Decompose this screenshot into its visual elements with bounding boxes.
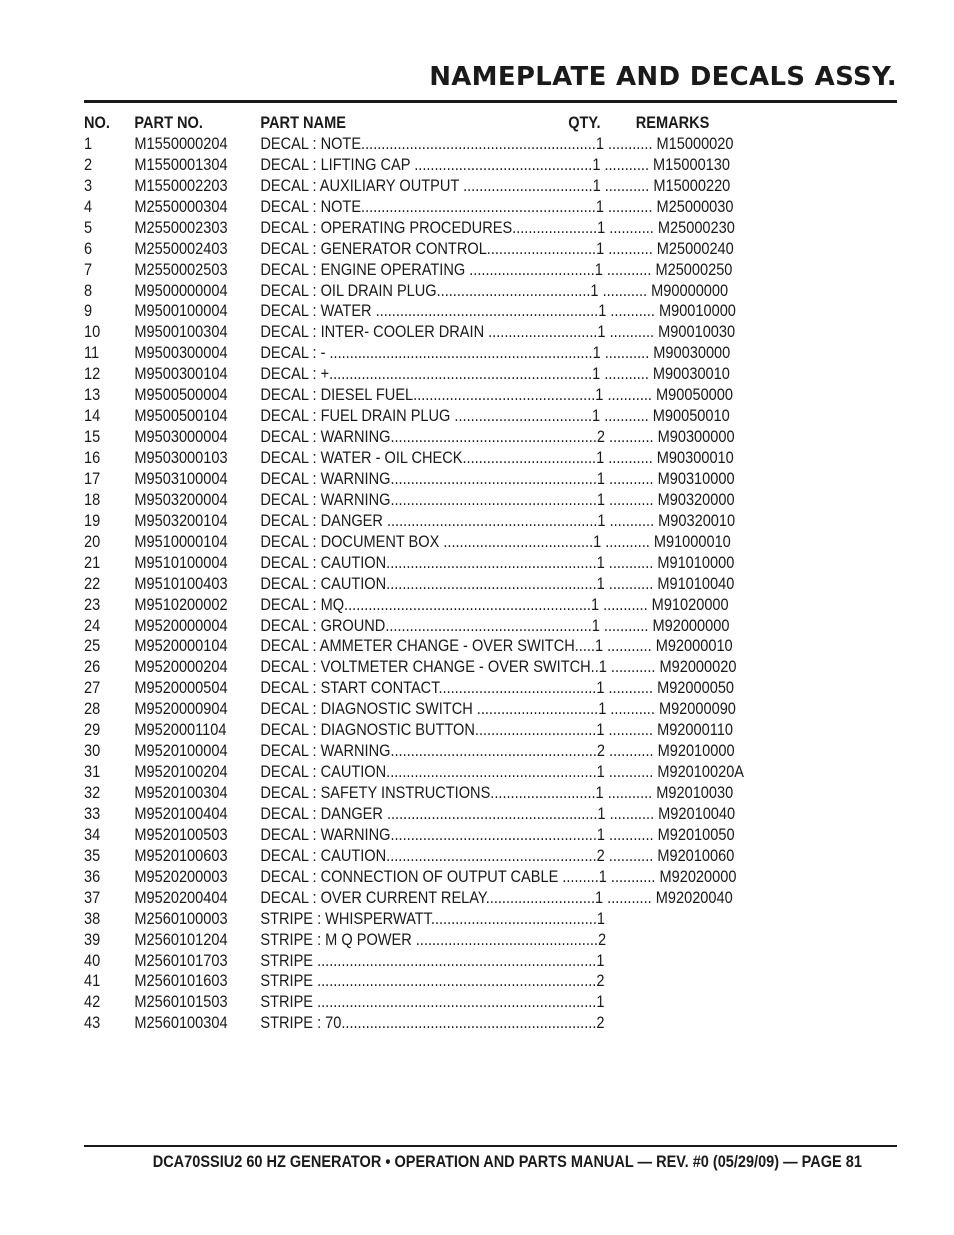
row-number: 42	[84, 993, 101, 1012]
part-number: M9503000004	[134, 428, 228, 447]
part-number: M2550002403	[134, 239, 228, 258]
table-row	[84, 301, 736, 322]
header-part-name: PART NAME	[260, 114, 346, 132]
row-number: 23	[84, 595, 101, 614]
row-number: 19	[84, 511, 101, 530]
row-number: 38	[84, 909, 101, 928]
row-number: 18	[84, 490, 101, 509]
part-number: M9503000103	[134, 449, 228, 467]
part-number: M9520001104	[134, 721, 227, 740]
part-description-line: DECAL : DANGER ....................................................1 ........... M90320010	[260, 511, 736, 530]
table-row	[84, 322, 736, 343]
row-number: 5	[84, 218, 93, 237]
table-row	[84, 1013, 732, 1034]
part-description-line: DECAL : VOLTMETER CHANGE - OVER SWITCH..1 ........... M92000020	[260, 658, 737, 677]
part-number: M9500500104	[134, 407, 228, 426]
row-number: 13	[84, 386, 101, 405]
title-divider	[84, 100, 897, 103]
table-row	[84, 239, 732, 260]
table-row	[84, 888, 732, 909]
part-number: M9510100004	[134, 553, 228, 572]
part-description-line: DECAL : DIAGNOSTIC SWITCH ..............................1 ........... M92000090	[260, 700, 736, 719]
part-description-line: DECAL : GROUND...................................................1 ........... M92000000	[260, 616, 730, 635]
table-row	[84, 469, 735, 490]
page-footer: DCA70SSIU2 60 HZ GENERATOR • OPERATION AND PARTS MANUAL — REV. #0 (05/29/09) — PAGE 81	[152, 1153, 862, 1171]
part-description-line: DECAL : CONNECTION OF OUTPUT CABLE .........1 ........... M92020000	[260, 867, 737, 886]
table-body	[84, 134, 804, 1034]
row-number: 11	[84, 344, 100, 363]
part-description-line: DECAL : DANGER ....................................................1 ........... M92010040	[260, 804, 736, 823]
part-number: M9500100004	[134, 302, 228, 321]
table-row	[84, 574, 735, 595]
row-number: 16	[84, 449, 101, 467]
table-row	[84, 595, 732, 616]
table-row	[84, 867, 737, 888]
part-description-line: DECAL : NOTE..........................................................1 ........... M25000030	[260, 197, 734, 216]
part-number: M1550002203	[134, 176, 228, 195]
row-number: 12	[84, 365, 101, 384]
row-number: 39	[84, 930, 101, 949]
part-number: M9500300104	[134, 365, 228, 384]
row-number: 34	[84, 825, 101, 844]
row-number: 24	[84, 616, 101, 635]
table-row	[84, 260, 732, 281]
table-row	[84, 657, 737, 678]
part-description-line: DECAL : WARNING...................................................1 ........... M92010050	[260, 825, 735, 844]
row-number: 25	[84, 637, 101, 656]
table-row	[84, 825, 735, 846]
table-row	[84, 134, 732, 155]
table-row	[84, 951, 732, 972]
part-number: M9510200002	[134, 595, 228, 614]
table-row	[84, 448, 732, 469]
table-row	[84, 783, 732, 804]
part-number: M9520100404	[134, 804, 228, 823]
part-number: M9503200104	[134, 511, 228, 530]
table-row	[84, 218, 735, 239]
part-number: M9503200004	[134, 490, 228, 509]
part-number: M9500500004	[134, 386, 228, 405]
table-row	[84, 930, 732, 951]
table-row	[84, 385, 732, 406]
row-number: 4	[84, 197, 93, 216]
part-description-line: DECAL : GENERATOR CONTROL...........................1 ........... M25000240	[260, 239, 734, 258]
table-row	[84, 846, 735, 867]
row-number: 37	[84, 888, 101, 907]
part-number: M2560101503	[134, 993, 228, 1012]
row-number: 7	[84, 260, 93, 279]
part-description-line: DECAL : CAUTION....................................................1 ........... M91010040	[260, 574, 735, 593]
part-description-line: DECAL : CAUTION....................................................1 ........... M92010020A	[260, 763, 745, 782]
part-description-line: DECAL : AUXILIARY OUTPUT ................................1 ........... M15000220	[260, 176, 731, 195]
part-number: M2560101204	[134, 930, 228, 949]
part-number: M9510100403	[134, 574, 228, 593]
row-number: 20	[84, 532, 101, 551]
part-description-line: DECAL : FUEL DRAIN PLUG ..................................1 ........... M90050010	[260, 407, 730, 426]
row-number: 6	[84, 239, 93, 258]
part-number: M9520100304	[134, 784, 228, 802]
table-row	[84, 343, 732, 364]
row-number: 33	[84, 804, 101, 823]
table-row	[84, 281, 732, 302]
part-number: M2560101603	[134, 972, 228, 991]
header-part-no: PART NO.	[134, 114, 203, 132]
row-number: 32	[84, 784, 101, 802]
table-row	[84, 909, 732, 930]
row-number: 14	[84, 407, 101, 426]
part-number: M9520000904	[134, 700, 228, 719]
part-number: M2550002303	[134, 218, 228, 237]
table-row	[84, 511, 736, 532]
part-number: M9500300004	[134, 344, 228, 363]
table-row	[84, 636, 732, 657]
table-row	[84, 992, 732, 1013]
part-description-line: STRIPE : 70...............................................................2	[260, 1014, 605, 1033]
table-row	[84, 804, 736, 825]
header-qty: QTY.	[568, 114, 601, 132]
table-row	[84, 490, 735, 511]
row-number: 17	[84, 469, 101, 488]
footer-divider	[84, 1145, 897, 1147]
part-description-line: STRIPE .....................................................................2	[260, 972, 605, 991]
part-description-line: DECAL : +.................................................................1 ........... M90030010	[260, 365, 730, 384]
part-number: M9510000104	[134, 532, 228, 551]
part-number: M2560101703	[134, 951, 228, 970]
part-description-line: STRIPE .....................................................................1	[260, 993, 605, 1012]
part-description-line: DECAL : DIESEL FUEL.............................................1 ........... M90050000	[260, 386, 733, 405]
table-row	[84, 427, 735, 448]
part-description-line: DECAL : OPERATING PROCEDURES.....................1 ........... M25000230	[260, 218, 735, 237]
part-description-line: DECAL : WARNING...................................................2 ........... M92010000	[260, 742, 735, 761]
table-row	[84, 762, 745, 783]
row-number: 15	[84, 428, 101, 447]
table-row	[84, 197, 732, 218]
part-description-line: DECAL : DOCUMENT BOX .....................................1 ........... M91000010	[260, 532, 731, 551]
part-description-line: DECAL : WARNING...................................................2 ........... M90300000	[260, 428, 735, 447]
part-description-line: DECAL : DIAGNOSTIC BUTTON..............................1 ........... M92000110	[260, 721, 733, 740]
page-title: NAMEPLATE AND DECALS ASSY.	[429, 62, 897, 92]
part-number: M2560100003	[134, 909, 228, 928]
parts-table	[84, 113, 804, 1034]
part-number: M9520100204	[134, 763, 228, 782]
part-description-line: DECAL : WATER - OIL CHECK.................................1 ........... M90300010	[260, 449, 734, 467]
row-number: 36	[84, 867, 101, 886]
table-row	[84, 176, 732, 197]
row-number: 1	[84, 134, 93, 153]
part-description-line: DECAL : AMMETER CHANGE - OVER SWITCH.....1 ........... M92000010	[260, 637, 733, 656]
row-number: 3	[84, 176, 93, 195]
part-number: M1550001304	[134, 155, 228, 174]
table-row	[84, 155, 732, 176]
row-number: 26	[84, 658, 101, 677]
part-number: M9520100004	[134, 742, 228, 761]
table-header	[84, 113, 732, 134]
row-number: 31	[84, 763, 101, 782]
header-remarks: REMARKS	[635, 114, 710, 132]
part-description-line: DECAL : CAUTION....................................................2 ........... M92010060	[260, 846, 735, 865]
table-row	[84, 699, 736, 720]
row-number: 9	[84, 302, 93, 321]
part-description-line: DECAL : WARNING...................................................1 ........... M90320000	[260, 490, 735, 509]
table-row	[84, 364, 732, 385]
part-number: M9520000104	[134, 637, 228, 656]
part-description-line: DECAL : OVER CURRENT RELAY...........................1 ........... M92020040	[260, 888, 733, 907]
row-number: 40	[84, 951, 101, 970]
part-number: M9520000004	[134, 616, 228, 635]
part-number: M9520100603	[134, 846, 228, 865]
part-description-line: DECAL : WATER .......................................................1 ........... M90010000	[260, 302, 736, 321]
row-number: 22	[84, 574, 101, 593]
table-row	[84, 678, 735, 699]
header-no: NO.	[84, 114, 110, 132]
row-number: 10	[84, 323, 101, 342]
row-number: 21	[84, 553, 101, 572]
part-number: M2560100304	[134, 1014, 228, 1033]
part-description-line: DECAL : LIFTING CAP ............................................1 ........... M15000130	[260, 155, 731, 174]
table-row	[84, 532, 732, 553]
row-number: 41	[84, 972, 101, 991]
part-number: M9520000204	[134, 658, 228, 677]
part-number: M1550000204	[134, 134, 228, 153]
part-description-line: DECAL : CAUTION....................................................1 ........... M91010000	[260, 553, 735, 572]
part-number: M9500100304	[134, 323, 228, 342]
row-number: 35	[84, 846, 101, 865]
part-number: M9520200404	[134, 888, 228, 907]
part-number: M2550000304	[134, 197, 228, 216]
row-number: 8	[84, 281, 93, 300]
row-number: 2	[84, 155, 93, 174]
part-number: M9520200003	[134, 867, 228, 886]
part-number: M9503100004	[134, 469, 228, 488]
row-number: 27	[84, 679, 101, 698]
table-row	[84, 616, 732, 637]
row-number: 30	[84, 742, 101, 761]
table-row	[84, 971, 732, 992]
part-number: M2550002503	[134, 260, 228, 279]
part-description-line: DECAL : OIL DRAIN PLUG......................................1 ........... M90000000	[260, 281, 729, 300]
part-number: M9520000504	[134, 679, 228, 698]
table-row	[84, 406, 732, 427]
row-number: 29	[84, 721, 101, 740]
part-description-line: DECAL : NOTE..........................................................1 ........... M15000020	[260, 134, 734, 153]
row-number: 28	[84, 700, 101, 719]
part-description-line: STRIPE : M Q POWER .............................................2	[260, 930, 607, 949]
part-description-line: STRIPE .....................................................................1	[260, 951, 605, 970]
part-description-line: DECAL : START CONTACT.......................................1 ........... M92000050	[260, 679, 735, 698]
table-row	[84, 741, 735, 762]
table-row	[84, 553, 735, 574]
part-description-line: DECAL : SAFETY INSTRUCTIONS..........................1 ........... M92010030	[260, 784, 734, 802]
part-number: M9500000004	[134, 281, 228, 300]
part-number: M9520100503	[134, 825, 228, 844]
table-row	[84, 720, 732, 741]
part-description-line: DECAL : MQ.............................................................1 ........... M91020000	[260, 595, 729, 614]
part-description-line: DECAL : INTER- COOLER DRAIN ...........................1 ........... M90010030	[260, 323, 736, 342]
row-number: 43	[84, 1014, 101, 1033]
part-description-line: DECAL : ENGINE OPERATING ...............................1 ........... M25000250	[260, 260, 733, 279]
part-description-line: DECAL : - .................................................................1 ........... M90030000	[260, 344, 731, 363]
part-description-line: DECAL : WARNING...................................................1 ........... M90310000	[260, 469, 735, 488]
part-description-line: STRIPE : WHISPERWATT.........................................1	[260, 909, 605, 928]
